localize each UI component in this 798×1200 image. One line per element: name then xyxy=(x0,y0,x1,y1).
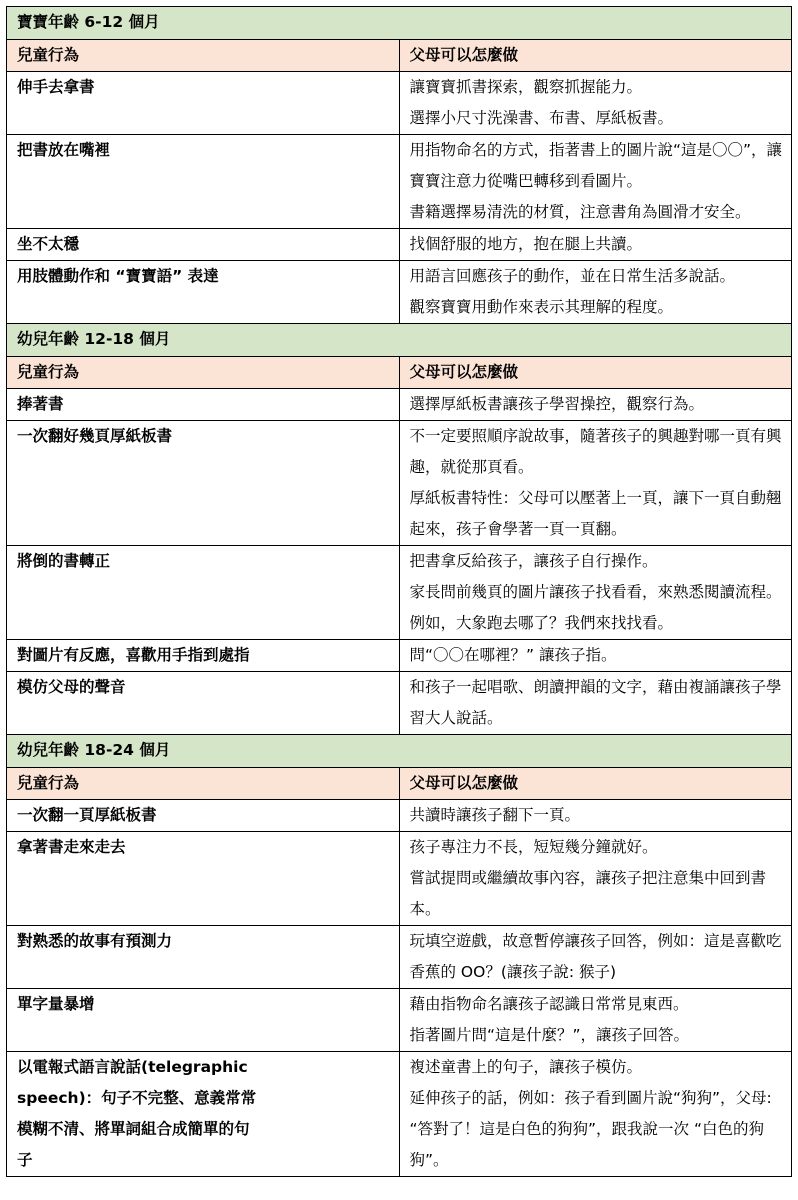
child-behavior-text: 捧著書 xyxy=(17,395,64,413)
parent-action-text: 藉由指物命名讓孩子認識日常常見東西。 xyxy=(409,995,689,1013)
parent-action-text: 指著圖片問“這是什麼？”，讓孩子回答。 xyxy=(409,1026,690,1044)
child-behavior-cell xyxy=(7,989,400,1052)
table-row xyxy=(7,640,792,672)
table-row xyxy=(7,389,792,421)
section-title: 寶寶年齡 6-12 個月 xyxy=(7,7,792,40)
parent-action-cell xyxy=(399,800,792,832)
column-header-parent-action: 父母可以怎麼做 xyxy=(399,768,792,800)
parent-action-text: 趣，就從那頁看。 xyxy=(409,458,534,476)
parent-action-text: 書籍選擇易清洗的材質，注意書角為圓滑才安全。 xyxy=(409,203,751,221)
parent-action-cell xyxy=(399,832,792,926)
section-title-row xyxy=(7,7,792,40)
child-behavior-cell xyxy=(7,926,400,989)
table-row xyxy=(7,135,792,229)
child-behavior-cell xyxy=(7,72,400,135)
parent-action-text: 寶寶注意力從嘴巴轉移到看圖片。 xyxy=(409,172,643,190)
parent-action-cell xyxy=(399,72,792,135)
child-behavior-text: 模仿父母的聲音 xyxy=(17,678,126,696)
child-behavior-text: 模糊不清、將單詞組合成簡單的句 xyxy=(17,1120,250,1138)
section-title-row xyxy=(7,735,792,768)
table-row xyxy=(7,72,792,135)
table-row xyxy=(7,229,792,261)
child-behavior-text: 以電報式語言說話(telegraphic xyxy=(17,1058,248,1076)
section-title-row xyxy=(7,324,792,357)
parent-action-cell xyxy=(399,229,792,261)
parent-action-text: 延伸孩子的話，例如：孩子看到圖片說“狗狗”，父母: xyxy=(409,1089,772,1107)
parent-action-text: 嘗試提問或繼續故事內容，讓孩子把注意集中回到書 xyxy=(409,869,767,887)
parent-action-text: 習大人說話。 xyxy=(409,709,503,727)
child-behavior-text: 坐不太穩 xyxy=(17,235,80,253)
child-behavior-text: speech)：句子不完整、意義常常 xyxy=(17,1089,257,1107)
child-behavior-text: 拿著書走來走去 xyxy=(17,838,126,856)
section-title: 幼兒年齡 12-18 個月 xyxy=(7,324,792,357)
child-behavior-text: 子 xyxy=(17,1151,33,1169)
parent-action-text: 不一定要照順序說故事，隨著孩子的興趣對哪一頁有興 xyxy=(409,427,782,445)
parent-action-cell xyxy=(399,135,792,229)
child-behavior-text: 用肢體動作和 “寶寶語” 表達 xyxy=(17,267,219,285)
parent-action-text: 用指物命名的方式，指著書上的圖片說“這是〇〇”，讓 xyxy=(409,141,783,159)
table-row xyxy=(7,261,792,324)
child-behavior-cell xyxy=(7,672,400,735)
parent-action-cell xyxy=(399,546,792,640)
column-header-child-behavior: 兒童行為 xyxy=(7,357,400,389)
parent-action-text: 例如，大象跑去哪了？我們來找找看。 xyxy=(409,614,674,632)
parent-action-text: 家長問前幾頁的圖片讓孩子找看看，來熟悉閱讀流程。 xyxy=(409,583,782,601)
parent-action-text: “答對了！這是白色的狗狗”，跟我說一次 “白色的狗 xyxy=(409,1120,765,1138)
parent-action-text: 複述童書上的句子，讓孩子模仿。 xyxy=(409,1058,643,1076)
column-header-row xyxy=(7,357,792,389)
parent-action-cell xyxy=(399,1052,792,1177)
column-header-child-behavior: 兒童行為 xyxy=(7,768,400,800)
child-behavior-text: 伸手去拿書 xyxy=(17,78,95,96)
parent-action-text: 共讀時讓孩子翻下一頁。 xyxy=(409,806,581,824)
child-behavior-cell xyxy=(7,261,400,324)
parent-action-text: 本。 xyxy=(409,900,441,918)
child-behavior-text: 將倒的書轉正 xyxy=(17,552,111,570)
column-header-row xyxy=(7,768,792,800)
child-behavior-text: 對熟悉的故事有預測力 xyxy=(17,932,173,950)
column-header-row xyxy=(7,40,792,72)
table-body xyxy=(7,7,792,1177)
parent-action-text: 選擇小尺寸洗澡書、布書、厚紙板書。 xyxy=(409,109,674,127)
parent-action-text: 讓寶寶抓書探索，觀察抓握能力。 xyxy=(409,78,643,96)
parent-action-text: 厚紙板書特性：父母可以壓著上一頁，讓下一頁自動翹 xyxy=(409,489,782,507)
parent-action-text: 觀察寶寶用動作來表示其理解的程度。 xyxy=(409,298,674,316)
parent-action-text: 找個舒服的地方，抱在腿上共讀。 xyxy=(409,235,643,253)
parent-action-text: 問“〇〇在哪裡？” 讓孩子指。 xyxy=(409,646,617,664)
table-row xyxy=(7,672,792,735)
parent-action-text: 和孩子一起唱歌、朗讀押韻的文字，藉由複誦讓孩子學 xyxy=(409,678,782,696)
reading-guide-page xyxy=(6,6,792,1177)
child-behavior-text: 把書放在嘴裡 xyxy=(17,141,111,159)
column-header-parent-action: 父母可以怎麼做 xyxy=(399,40,792,72)
parent-action-text: 用語言回應孩子的動作，並在日常生活多說話。 xyxy=(409,267,736,285)
child-behavior-cell xyxy=(7,135,400,229)
parent-action-cell xyxy=(399,672,792,735)
child-behavior-cell xyxy=(7,389,400,421)
parent-action-cell xyxy=(399,926,792,989)
table-row xyxy=(7,546,792,640)
child-behavior-cell xyxy=(7,546,400,640)
child-behavior-cell xyxy=(7,640,400,672)
child-behavior-cell xyxy=(7,1052,400,1177)
section-title: 幼兒年齡 18-24 個月 xyxy=(7,735,792,768)
parent-action-cell xyxy=(399,989,792,1052)
column-header-child-behavior: 兒童行為 xyxy=(7,40,400,72)
parent-action-cell xyxy=(399,261,792,324)
parent-action-text: 狗”。 xyxy=(409,1151,449,1169)
parent-action-text: 起來，孩子會學著一頁一頁翻。 xyxy=(409,520,627,538)
child-behavior-text: 一次翻好幾頁厚紙板書 xyxy=(17,427,173,445)
child-behavior-text: 單字量暴增 xyxy=(17,995,95,1013)
child-behavior-cell xyxy=(7,229,400,261)
child-behavior-cell xyxy=(7,832,400,926)
column-header-parent-action: 父母可以怎麼做 xyxy=(399,357,792,389)
parent-action-text: 香蕉的 OO？(讓孩子說: 猴子) xyxy=(409,963,617,981)
parent-action-text: 把書拿反給孩子，讓孩子自行操作。 xyxy=(409,552,658,570)
child-behavior-cell xyxy=(7,800,400,832)
parent-action-cell xyxy=(399,421,792,546)
table-row xyxy=(7,1052,792,1177)
parent-action-text: 選擇厚紙板書讓孩子學習操控，觀察行為。 xyxy=(409,395,705,413)
parent-action-cell xyxy=(399,389,792,421)
table-row xyxy=(7,421,792,546)
parent-action-text: 孩子專注力不長，短短幾分鐘就好。 xyxy=(409,838,658,856)
parent-action-cell xyxy=(399,640,792,672)
child-behavior-text: 一次翻一頁厚紙板書 xyxy=(17,806,157,824)
table-row xyxy=(7,926,792,989)
parent-action-text: 玩填空遊戲，故意暫停讓孩子回答，例如：這是喜歡吃 xyxy=(409,932,782,950)
table-row xyxy=(7,989,792,1052)
table-row xyxy=(7,800,792,832)
child-behavior-text: 對圖片有反應，喜歡用手指到處指 xyxy=(17,646,250,664)
table-row xyxy=(7,832,792,926)
reading-guide-table xyxy=(6,6,792,1177)
child-behavior-cell xyxy=(7,421,400,546)
